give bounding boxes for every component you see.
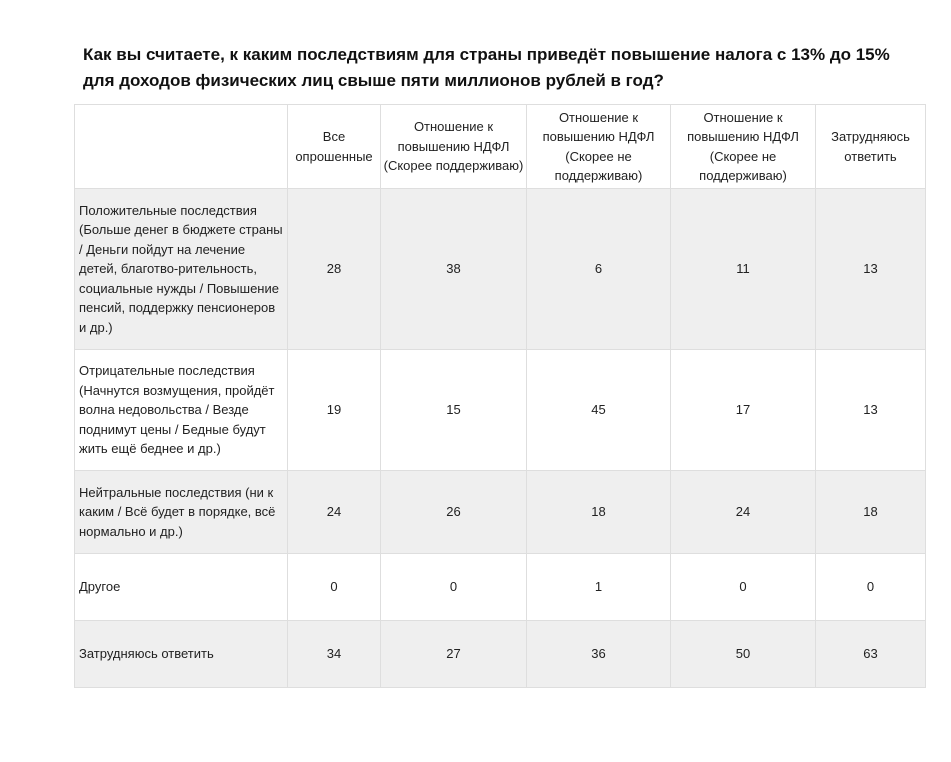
table-row [75, 350, 926, 471]
data-cell: 17 [671, 350, 816, 471]
data-cell: 45 [527, 350, 671, 471]
data-cell: 63 [816, 621, 926, 688]
data-cell: 1 [527, 554, 671, 621]
chart-title: Как вы считаете, к каким последствиям для страны приведёт повышение налога с 13% до 15% для доходов физических лиц свыше пяти миллионов рублей в год? [83, 45, 890, 90]
header-cell: Отношение к повышению НДФЛ (Скорее поддерживаю) [381, 105, 527, 189]
header-cell: Все опрошенные [288, 105, 381, 189]
data-cell: 18 [527, 471, 671, 554]
data-cell: 27 [381, 621, 527, 688]
data-cell: 0 [816, 554, 926, 621]
header-row [75, 105, 926, 189]
row-label: Нейтральные последствия (ни к каким / Всё будет в порядке, всё нормально и др.) [75, 471, 288, 554]
table-row [75, 471, 926, 554]
data-cell: 24 [671, 471, 816, 554]
table-row [75, 189, 926, 350]
data-cell: 0 [671, 554, 816, 621]
data-cell: 26 [381, 471, 527, 554]
data-cell: 19 [288, 350, 381, 471]
data-cell: 0 [288, 554, 381, 621]
data-cell: 6 [527, 189, 671, 350]
data-cell: 18 [816, 471, 926, 554]
data-cell: 50 [671, 621, 816, 688]
data-cell: 11 [671, 189, 816, 350]
row-label: Положительные последствия (Больше денег в бюджете страны / Деньги пойдут на лечение детей, благотво-рительность, социальные нужды / Повышение пенсий, поддержку пенсионеров и др.) [75, 189, 288, 350]
data-cell: 38 [381, 189, 527, 350]
row-label: Затрудняюсь ответить [75, 621, 288, 688]
data-cell: 13 [816, 189, 926, 350]
data-cell: 24 [288, 471, 381, 554]
header-cell: Отношение к повышению НДФЛ (Скорее не поддерживаю) [527, 105, 671, 189]
survey-table [74, 104, 926, 688]
row-label: Отрицательные последствия (Начнутся возмущения, пройдёт волна недовольства / Везде поднимут цены / Бедные будут жить ещё беднее и др.) [75, 350, 288, 471]
data-cell: 34 [288, 621, 381, 688]
data-cell: 13 [816, 350, 926, 471]
data-cell: 15 [381, 350, 527, 471]
header-cell: Затрудняюсь ответить [816, 105, 926, 189]
data-cell: 36 [527, 621, 671, 688]
table-row [75, 621, 926, 688]
row-label: Другое [75, 554, 288, 621]
header-cell [75, 105, 288, 189]
table-row [75, 554, 926, 621]
data-cell: 0 [381, 554, 527, 621]
data-cell: 28 [288, 189, 381, 350]
header-cell: Отношение к повышению НДФЛ (Скорее не поддерживаю) [671, 105, 816, 189]
